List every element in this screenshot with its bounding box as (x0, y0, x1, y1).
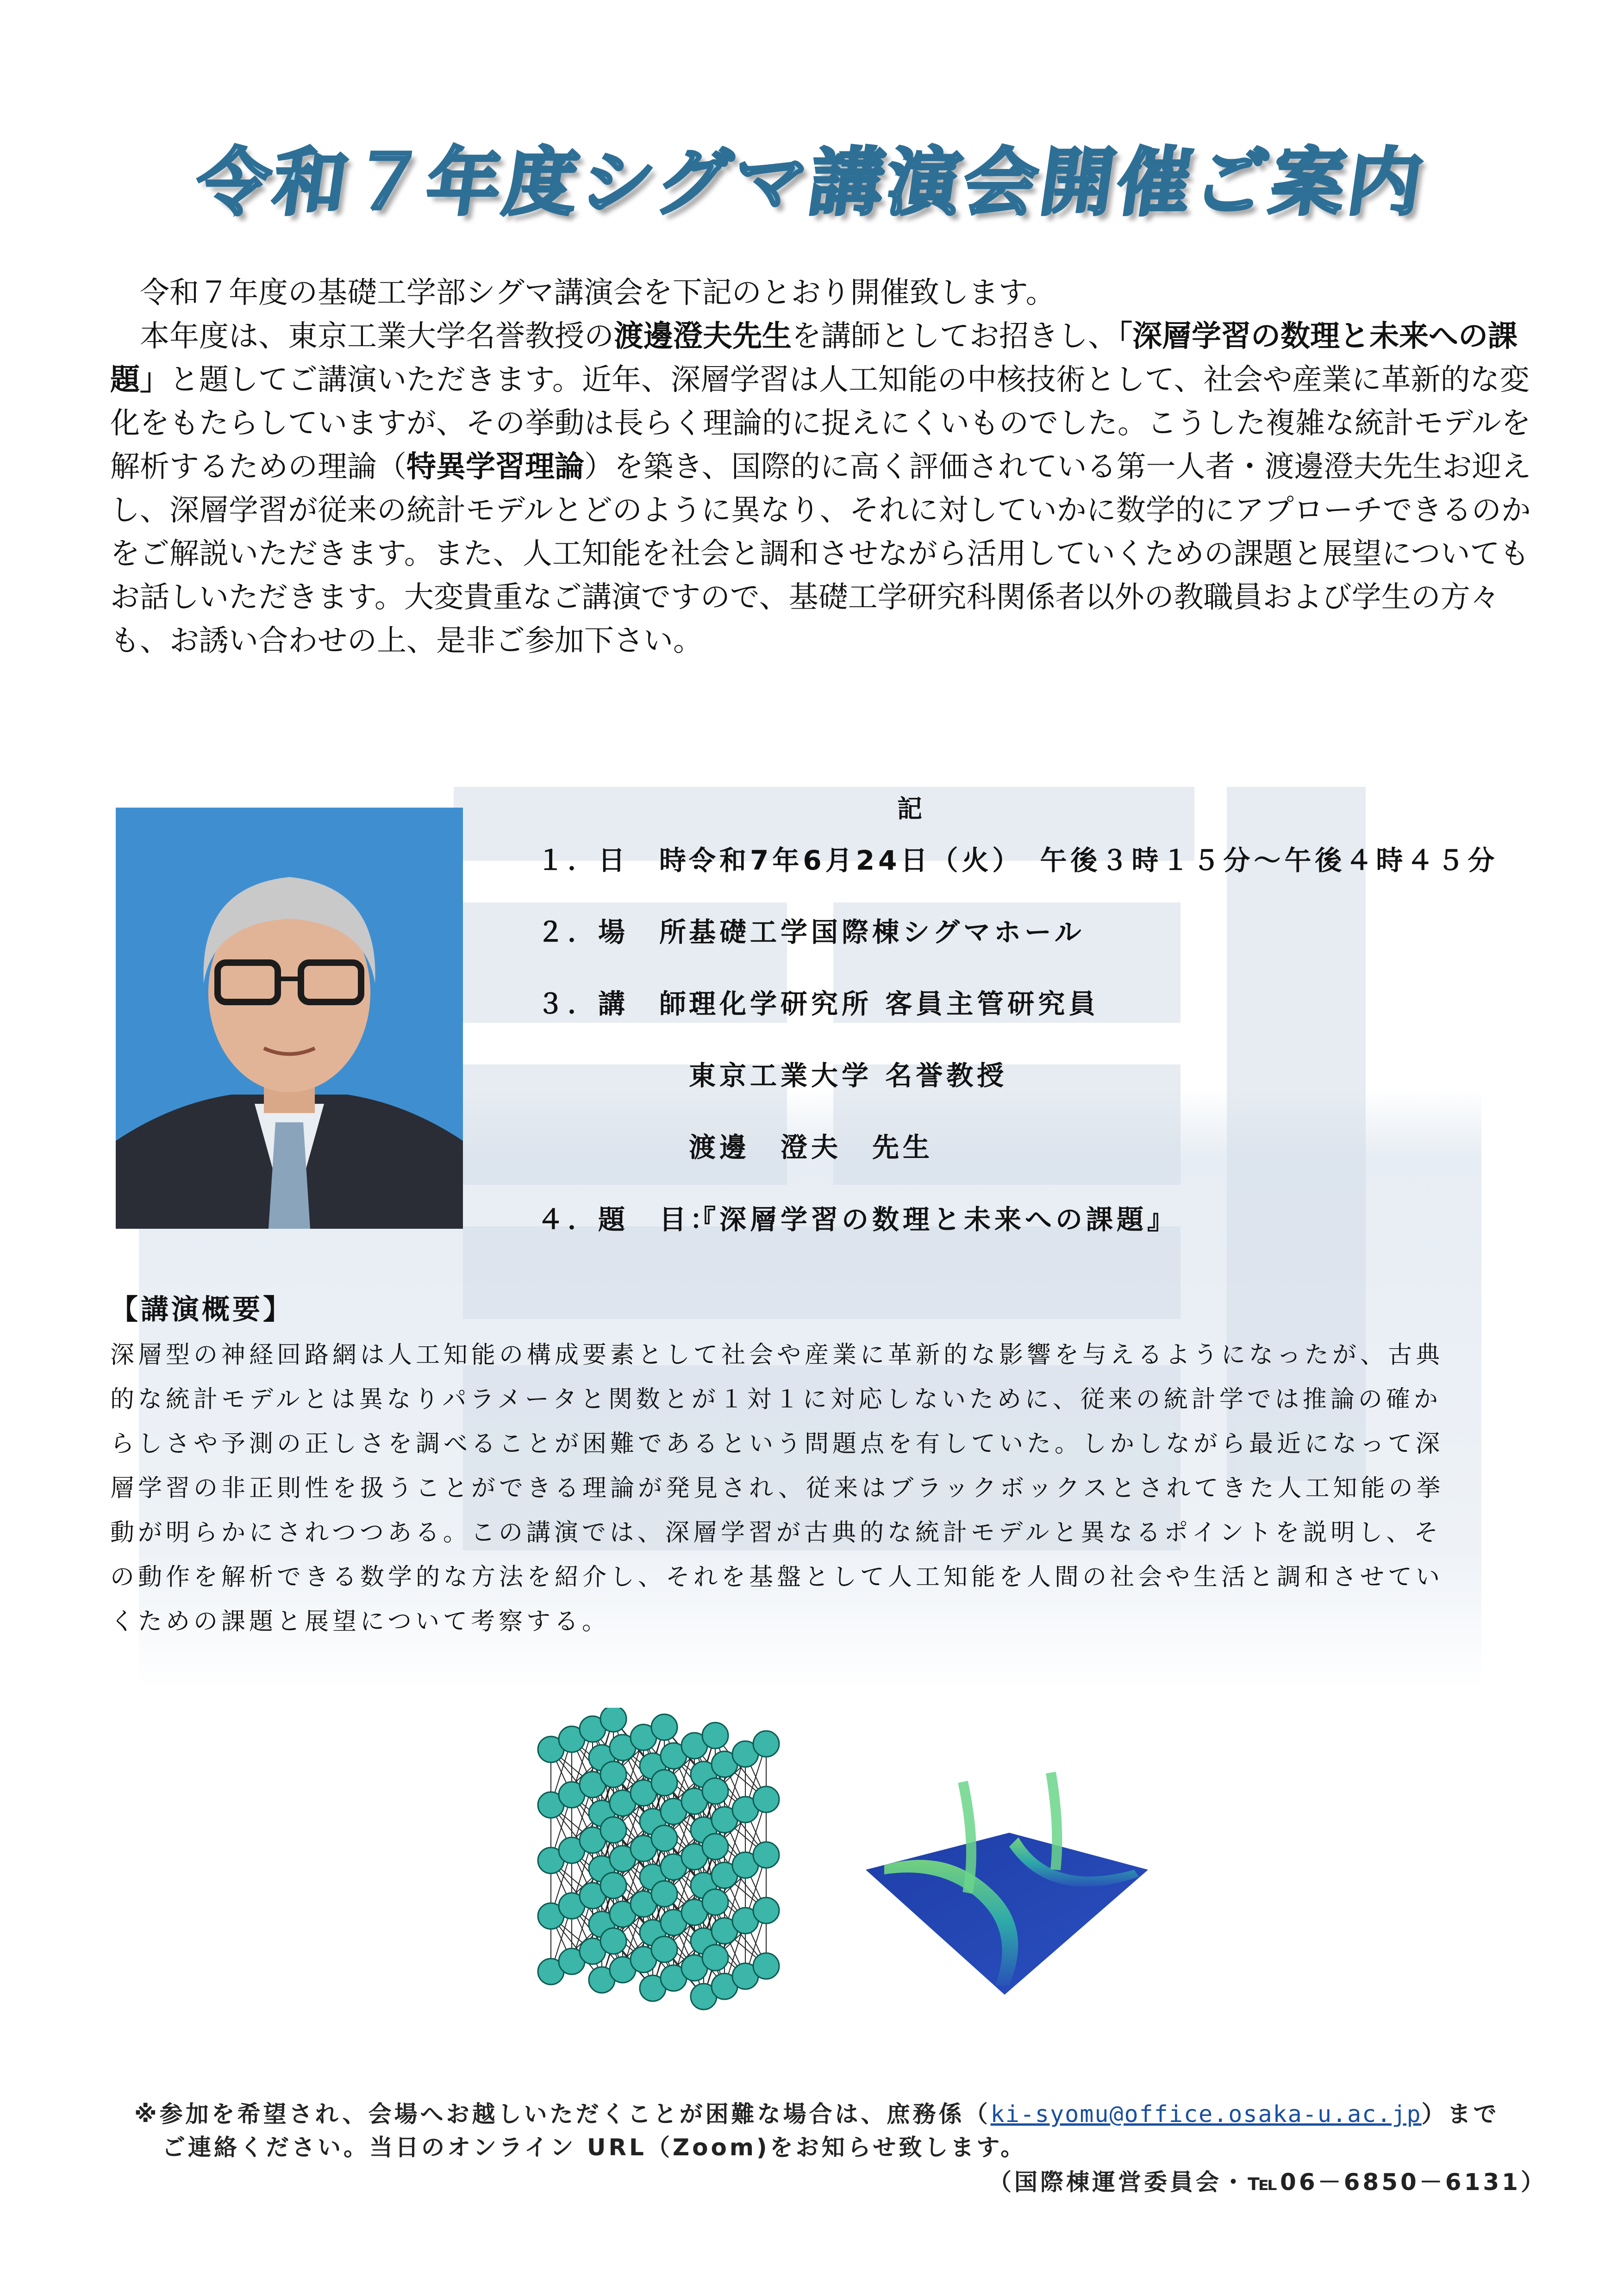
footer-contact: （国際棟運営委員会・℡06－6850－6131） (988, 2169, 1547, 2196)
network-node (651, 1881, 677, 1907)
loss-surface-illustration (856, 1754, 1157, 2009)
intro-paragraph-2: 本年度は、東京工業大学名誉教授の渡邊澄夫先生を講師としてお招きし、「深層学習の数理と未来への課題」と題してご講演いただきます。近年、深層学習は人工知能の中核技術として、社会や産業に革新的な変化をもたらしていますが、その挙動は長らく理論的に捉えにくいものでした。こうした複雑な統計モデルを解析するための理論（特異学習理論）を築き、国際的に高く評価されている第一人者・渡邊澄夫先生お迎えし、深層学習が従来の統計モデルとどのように異なり、それに対していかに数学的にアプローチできるのかをご解説いただきます。また、人工知能を社会と調和させながら活用していくための課題と展望についてもお話しいただきます。大変貴重なご講演ですので、基礎工学研究科関係者以外の教職員および学生の方々も、お誘い合わせの上、是非ご参加下さい。 (110, 319, 1531, 658)
network-node (600, 1708, 626, 1732)
network-node (702, 1945, 728, 1971)
lecturer-line-2: 東京工業大学 名誉教授 (689, 1060, 1008, 1091)
lecturer-label: ３．講 師： (537, 988, 721, 1020)
network-node (702, 1723, 728, 1748)
intro-paragraph-1: 令和７年度の基礎工学部シグマ講演会を下記のとおり開催致します。 (140, 276, 1056, 310)
detail-lecturer (537, 982, 1099, 1021)
neural-network-illustration (514, 1708, 838, 2046)
network-node (651, 1936, 677, 1962)
date-value: 令和7年6月24日（火） 午後３時１５分～午後４時４５分 (689, 845, 1499, 876)
network-node (600, 1928, 626, 1954)
footer-note-line-1: ※参加を希望され、会場へお越しいただくことが困難な場合は、庶務係（ki-syomu@office.osaka-u.ac.jp）まで (134, 2101, 1499, 2128)
network-node (702, 1889, 728, 1915)
lecturer-line-3: 渡邊 澄夫 先生 (689, 1132, 934, 1163)
email-link[interactable]: ki-syomu@office.osaka-u.ac.jp (990, 2101, 1422, 2128)
detail-date (537, 839, 1498, 877)
topic-label: ４．題 目： (537, 1204, 721, 1235)
lecturer-line-1: 理化学研究所 客員主管研究員 (689, 988, 1099, 1020)
network-node (753, 1842, 779, 1868)
place-value: 基礎工学国際棟シグマホール (689, 916, 1085, 948)
topic-value: 『深層学習の数理と未来への課題』 (689, 1204, 1178, 1235)
network-node (753, 1731, 779, 1757)
network-node (753, 1898, 779, 1923)
summary-heading: 【講演概要】 (110, 1294, 294, 1326)
page-title: 令和７年度シグマ講演会開催ご案内 (191, 140, 1431, 225)
network-node (702, 1778, 728, 1804)
detail-place (537, 910, 1085, 949)
network-node (753, 1953, 779, 1979)
network-node (753, 1786, 779, 1812)
footer-note-line-2: ご連絡ください。当日のオンライン URL（Zoom)をお知らせ致します。 (162, 2134, 1027, 2161)
network-node (651, 1825, 677, 1851)
network-node (600, 1817, 626, 1843)
network-node (702, 1834, 728, 1860)
intro-text (110, 271, 1531, 663)
ki-heading: 記 (897, 794, 925, 823)
date-label: １．日 時： (537, 845, 721, 876)
speaker-portrait (116, 808, 463, 1229)
detail-topic (537, 1198, 1178, 1237)
network-node (600, 1761, 626, 1787)
place-label: ２．場 所： (537, 916, 721, 948)
summary-body: 深層型の神経回路網は人工知能の構成要素として社会や産業に革新的な影響を与えるようになったが、古典的な統計モデルとは異なりパラメータと関数とが１対１に対応しないために、従来の統計学では推論の確からしさや予測の正しさを調べることが困難であるという問題点を有していた。しかしながら最近になって深層学習の非正則性を扱うことができる理論が発見され、従来はブラックボックスとされてきた人工知能の挙動が明らかにされつつある。この講演では、深層学習が古典的な統計モデルと異なるポイントを説明し、その動作を解析できる数学的な方法を紹介し、それを基盤として人工知能を人間の社会や生活と調和させていくための課題と展望について考察する。 (110, 1341, 1444, 1636)
network-node (651, 1770, 677, 1796)
network-node (600, 1873, 626, 1898)
network-node (651, 1714, 677, 1740)
